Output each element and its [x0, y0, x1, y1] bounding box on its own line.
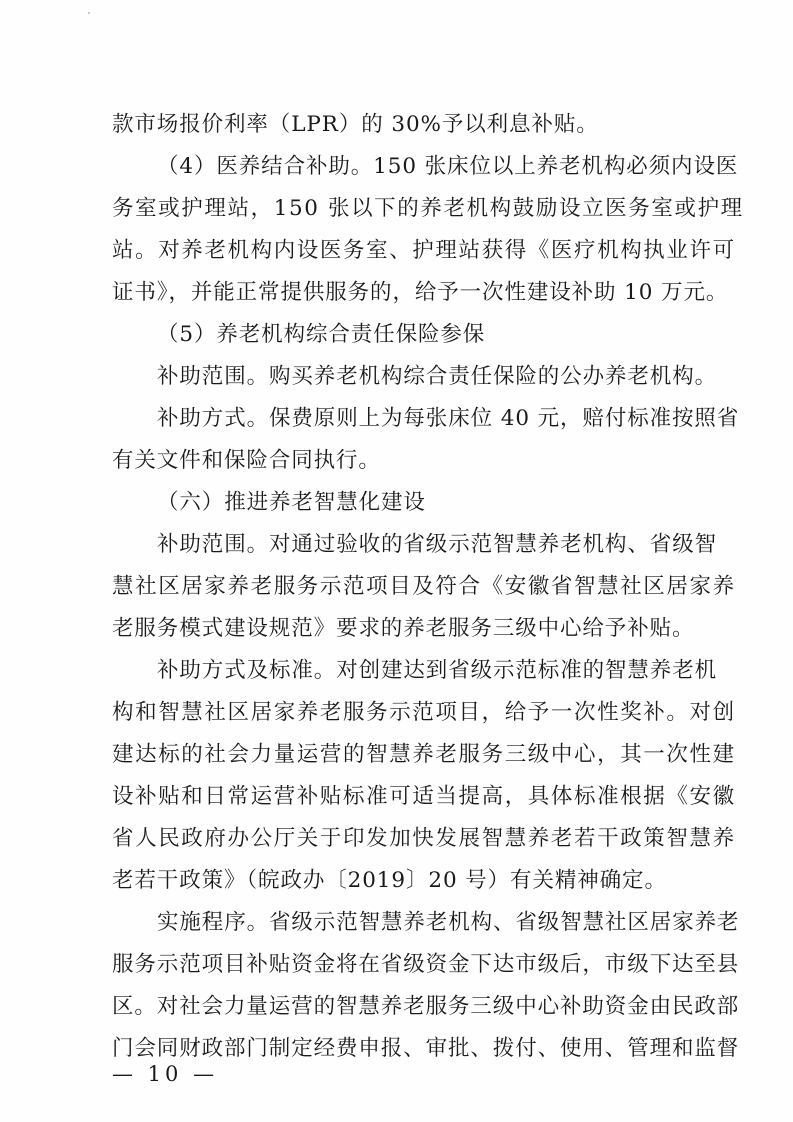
- text-line-7: 补助范围。购买养老机构综合责任保险的公办养老机构。: [157, 364, 718, 389]
- text-line-10: （六）推进养老智慧化建设: [157, 490, 426, 515]
- text-line-13: 老服务模式建设规范》要求的养老服务三级中心给予补贴。: [112, 616, 695, 641]
- text-line-2: （4）医养结合补助。150 张床位以上养老机构必须内设医: [157, 154, 739, 179]
- text-line-14: 补助方式及标准。对创建达到省级示范标准的智慧养老机: [157, 658, 718, 683]
- text-line-20: 实施程序。省级示范智慧养老机构、省级智慧社区居家养老: [157, 910, 740, 935]
- text-line-19: 老若干政策》（皖政办〔2019〕20 号）有关精神确定。: [112, 868, 667, 893]
- text-line-22: 区。对社会力量运营的智慧养老服务三级中心补助资金由民政部: [112, 994, 740, 1019]
- text-line-1: 款市场报价利率（LPR）的 30%予以利息补贴。: [112, 112, 599, 137]
- text-line-11: 补助范围。对通过验收的省级示范智慧养老机构、省级智: [157, 532, 718, 557]
- text-line-21: 服务示范项目补贴资金将在省级资金下达市级后，市级下达至县: [112, 952, 740, 977]
- text-line-17: 设补贴和日常运营补贴标准可适当提高，具体标准根据《安徽: [112, 784, 736, 809]
- text-line-23: 门会同财政部门制定经费申报、审批、拨付、使用、管理和监督: [112, 1036, 740, 1061]
- text-line-18: 省人民政府办公厅关于印发加快发展智慧养老若干政策智慧养: [112, 826, 736, 851]
- text-line-4: 站。对养老机构内设医务室、护理站获得《医疗机构执业许可: [112, 238, 736, 263]
- scan-speck: [88, 12, 90, 14]
- text-line-16: 建达标的社会力量运营的智慧养老服务三级中心，其一次性建: [112, 742, 736, 767]
- text-line-15: 构和智慧社区居家养老服务示范项目，给予一次性奖补。对创: [112, 700, 736, 725]
- page-number: — 10 —: [112, 1062, 219, 1086]
- text-line-5: 证书》，并能正常提供服务的，给予一次性建设补助 10 万元。: [112, 280, 729, 305]
- text-line-8: 补助方式。保费原则上为每张床位 40 元，赔付标准按照省: [157, 406, 740, 431]
- text-line-6: （5）养老机构综合责任保险参保: [157, 322, 486, 347]
- text-line-9: 有关文件和保险合同执行。: [112, 448, 381, 473]
- text-line-12: 慧社区居家养老服务示范项目及符合《安徽省智慧社区居家养: [112, 574, 736, 599]
- text-line-3: 务室或护理站，150 张以下的养老机构鼓励设立医务室或护理: [112, 196, 744, 221]
